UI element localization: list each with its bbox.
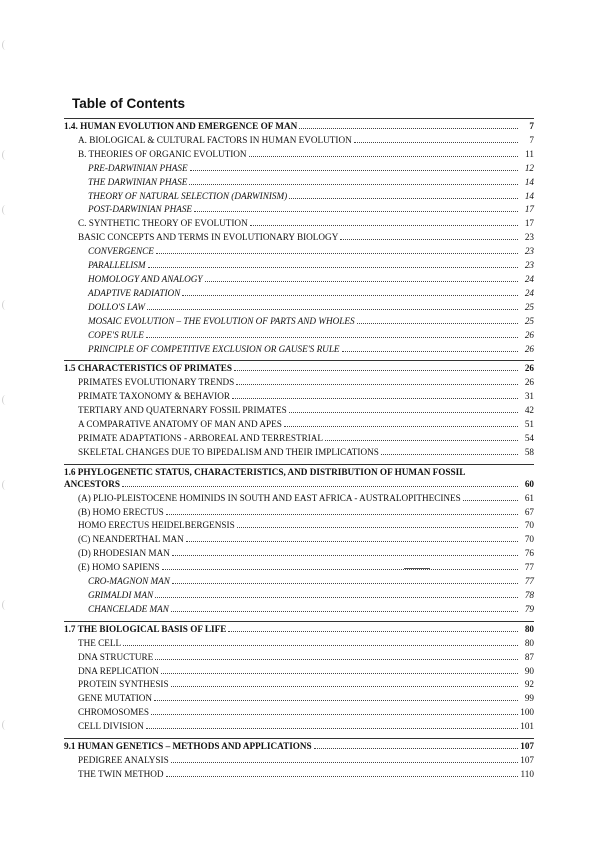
toc-title: Table of Contents	[72, 96, 185, 111]
toc-entry[interactable]	[64, 637, 534, 651]
dot-leader	[166, 514, 518, 515]
toc-entry-label: THE TWIN METHOD	[78, 768, 164, 779]
dot-leader	[250, 225, 518, 226]
dot-leader	[289, 198, 518, 199]
toc-page-number: 26	[524, 343, 534, 354]
dot-leader	[156, 253, 518, 254]
toc-heading-entry[interactable]	[64, 362, 534, 376]
toc-entry-label: CHANCELADE MAN	[88, 603, 169, 614]
dot-leader	[166, 776, 518, 777]
dot-leader	[171, 686, 518, 687]
toc-entry[interactable]	[64, 561, 534, 575]
toc-page-number: 26	[524, 363, 534, 374]
toc-page-number: 42	[524, 405, 534, 416]
toc-heading-entry[interactable]	[64, 740, 534, 754]
dot-leader	[249, 156, 518, 157]
toc-page-number: 26	[524, 329, 534, 340]
toc-entry[interactable]	[64, 134, 534, 148]
table-of-contents	[64, 118, 534, 786]
dot-leader	[172, 583, 518, 584]
toc-page-number: 77	[524, 562, 534, 573]
toc-entry[interactable]	[64, 329, 534, 343]
toc-entry-label: TERTIARY AND QUATERNARY FOSSIL PRIMATES	[78, 405, 287, 416]
dot-leader	[228, 631, 518, 632]
scan-edge-mark	[2, 40, 9, 50]
dot-leader	[148, 267, 518, 268]
dot-leader	[190, 170, 518, 171]
toc-entry-label: (E) HOMO SAPIENS	[78, 562, 160, 573]
toc-entry-label: THEORY OF NATURAL SELECTION (DARWINISM)	[88, 190, 288, 201]
dot-leader	[325, 440, 518, 441]
dot-leader	[146, 728, 518, 729]
toc-page-number: 60	[524, 478, 534, 489]
dot-leader	[155, 597, 518, 598]
toc-entry-label: GRIMALDI MAN	[88, 590, 154, 600]
toc-page-number: 24	[524, 287, 534, 298]
toc-page-number: 54	[524, 432, 534, 443]
toc-section	[64, 118, 534, 356]
toc-entry[interactable]	[64, 376, 534, 390]
toc-entry[interactable]	[64, 217, 534, 231]
toc-entry-label: A. BIOLOGICAL & CULTURAL FACTORS IN HUMAN EVOLUTION	[78, 134, 352, 145]
dot-leader	[162, 569, 518, 570]
toc-entry-label: PARALLELISM	[88, 260, 146, 271]
toc-entry-label: PROTEIN SYNTHESIS	[78, 679, 169, 690]
toc-entry[interactable]	[64, 692, 534, 706]
toc-entry-label: COPE'S RULE	[88, 329, 144, 340]
toc-page-number: 25	[524, 301, 534, 312]
toc-entry[interactable]	[64, 404, 534, 418]
toc-entry[interactable]	[64, 720, 534, 734]
toc-page-number: 101	[520, 721, 534, 732]
toc-entry[interactable]	[64, 148, 534, 162]
toc-page-number: 77	[524, 576, 534, 587]
toc-entry-label: (A) PLIO-PLEISTOCENE HOMINIDS IN SOUTH AND EAST AFRICA - AUSTRALOPITHECINES	[78, 492, 461, 503]
toc-entry[interactable]	[64, 446, 534, 460]
toc-entry-label: CHROMOSOMES	[78, 707, 149, 718]
toc-page-number: 78	[524, 590, 534, 600]
toc-page-number: 7	[529, 121, 534, 131]
scan-edge-mark	[2, 480, 9, 490]
toc-entry-label: CELL DIVISION	[78, 721, 144, 732]
toc-entry-label: (D) RHODESIAN MAN	[78, 548, 170, 559]
toc-entry-label: THE DARWINIAN PHASE	[88, 176, 188, 187]
dot-leader	[161, 673, 518, 674]
toc-entry[interactable]	[64, 162, 534, 176]
dot-leader	[284, 426, 518, 427]
toc-page-number: 14	[524, 190, 534, 201]
toc-entry[interactable]	[64, 203, 534, 217]
scan-edge-mark	[2, 300, 9, 310]
toc-entry-label: POST-DARWINIAN PHASE	[88, 204, 193, 215]
toc-entry[interactable]	[64, 478, 534, 492]
dot-leader	[171, 762, 518, 763]
dot-leader	[155, 659, 518, 660]
toc-entry-label: DNA STRUCTURE	[78, 651, 154, 662]
toc-entry-label: ADAPTIVE RADIATION	[88, 287, 181, 298]
toc-entry[interactable]	[64, 343, 534, 357]
toc-entry-label: HOMOLOGY AND ANALOGY	[88, 273, 203, 284]
dot-leader	[186, 541, 518, 542]
dot-leader	[205, 281, 518, 282]
toc-page-number: 67	[524, 506, 534, 517]
dot-leader	[122, 486, 518, 487]
dot-leader	[171, 611, 518, 612]
toc-entry-label: PRINCIPLE OF COMPETITIVE EXCLUSION OR GAUSE'S RULE	[88, 343, 340, 354]
dot-leader	[234, 370, 518, 371]
toc-page-number: 107	[520, 754, 534, 765]
toc-page-number: 12	[524, 162, 534, 173]
toc-entry[interactable]	[64, 506, 534, 520]
dot-leader	[289, 412, 518, 413]
toc-page-number: 7	[529, 134, 534, 145]
dot-leader	[314, 748, 518, 749]
toc-entry-label: CRO-MAGNON MAN	[88, 576, 170, 587]
toc-entry-label: DOLLO'S LAW	[88, 301, 146, 312]
toc-page-number: 17	[524, 218, 534, 229]
toc-entry[interactable]	[64, 651, 534, 665]
dot-leader	[381, 454, 518, 455]
toc-entry[interactable]	[64, 176, 534, 190]
scan-edge-mark	[2, 150, 9, 160]
toc-entry-label: PRIMATE TAXONOMY & BEHAVIOR	[78, 391, 230, 402]
dot-leader	[340, 239, 518, 240]
toc-page-number: 99	[524, 693, 534, 704]
toc-page-number: 58	[524, 446, 534, 457]
toc-section	[64, 738, 534, 782]
dot-leader	[147, 309, 518, 310]
toc-entry[interactable]	[64, 519, 534, 533]
scan-edge-mark	[2, 205, 9, 215]
toc-entry[interactable]	[64, 315, 534, 329]
toc-entry[interactable]	[64, 665, 534, 679]
dot-leader	[146, 337, 518, 338]
toc-page-number: 51	[524, 419, 534, 430]
toc-entry-label: PRE-DARWINIAN PHASE	[88, 162, 188, 173]
toc-entry[interactable]	[64, 575, 534, 589]
toc-entry-label: C. SYNTHETIC THEORY OF EVOLUTION	[78, 218, 248, 229]
dot-leader	[357, 323, 518, 324]
toc-entry-label: 1.7 THE BIOLOGICAL BASIS OF LIFE	[64, 623, 227, 634]
toc-page-number: 11	[525, 148, 534, 159]
toc-page-number: 14	[524, 176, 534, 187]
dot-leader	[189, 184, 518, 185]
toc-entry-label: HOMO ERECTUS HEIDELBERGENSIS	[78, 520, 235, 531]
dot-leader	[354, 142, 518, 143]
toc-page-number: 70	[524, 534, 534, 545]
dot-leader	[123, 645, 518, 646]
toc-entry-label: PEDIGREE ANALYSIS	[78, 754, 169, 765]
dot-leader	[236, 384, 518, 385]
toc-entry[interactable]	[64, 190, 534, 204]
toc-page-number: 90	[524, 665, 534, 676]
dot-leader	[299, 128, 518, 129]
toc-entry[interactable]	[64, 390, 534, 404]
toc-entry[interactable]	[64, 231, 534, 245]
toc-entry[interactable]	[64, 706, 534, 720]
toc-page-number: 79	[524, 603, 534, 614]
toc-heading-entry[interactable]	[64, 120, 534, 134]
toc-page-number: 23	[524, 232, 534, 243]
toc-entry[interactable]	[64, 589, 534, 603]
toc-entry-label: B. THEORIES OF ORGANIC EVOLUTION	[78, 148, 247, 159]
toc-entry[interactable]	[64, 492, 534, 506]
dot-leader	[463, 500, 518, 501]
toc-entry[interactable]	[64, 273, 534, 287]
toc-entry-label: BASIC CONCEPTS AND TERMS IN EVOLUTIONARY BIOLOGY	[78, 232, 339, 243]
dot-leader	[151, 714, 518, 715]
dot-leader	[237, 527, 518, 528]
toc-page-number: 80	[524, 623, 534, 634]
toc-entry-label: GENE MUTATION	[78, 693, 153, 704]
toc-entry[interactable]	[64, 418, 534, 432]
scan-edge-mark	[2, 720, 9, 730]
toc-page-number: 70	[524, 520, 534, 531]
toc-section	[64, 621, 534, 734]
toc-entry-label: 1.4. HUMAN EVOLUTION AND EMERGENCE OF MAN	[64, 121, 298, 131]
toc-entry-label: DNA REPLICATION	[78, 665, 159, 676]
toc-section	[64, 360, 534, 459]
toc-entry[interactable]	[64, 768, 534, 782]
toc-page-number: 87	[524, 651, 534, 662]
toc-entry[interactable]	[64, 754, 534, 768]
dot-leader	[154, 700, 518, 701]
toc-entry-label: CONVERGENCE	[88, 246, 154, 257]
toc-entry-label: 1.5 CHARACTERISTICS OF PRIMATES	[64, 363, 232, 374]
toc-page-number: 61	[524, 492, 534, 503]
toc-entry-label: ANCESTORS	[64, 478, 120, 489]
toc-entry[interactable]	[64, 533, 534, 547]
toc-entry-label: A COMPARATIVE ANATOMY OF MAN AND APES	[78, 419, 282, 430]
toc-entry-label: 9.1 HUMAN GENETICS – METHODS AND APPLICATIONS	[64, 741, 312, 752]
toc-entry-label: (C) NEANDERTHAL MAN	[78, 534, 184, 545]
toc-page-number: 107	[520, 741, 534, 752]
toc-page-number: 25	[524, 315, 534, 326]
toc-entry-label: PRIMATES EVOLUTIONARY TRENDS	[78, 377, 235, 388]
dot-leader	[232, 398, 518, 399]
toc-page-number: 23	[524, 260, 534, 271]
toc-entry[interactable]	[64, 301, 534, 315]
toc-entry[interactable]	[64, 287, 534, 301]
toc-entry[interactable]	[64, 603, 534, 617]
toc-heading-entry[interactable]	[64, 623, 534, 637]
toc-entry[interactable]	[64, 245, 534, 259]
toc-page-number: 31	[524, 391, 534, 402]
toc-page-number: 110	[520, 768, 534, 779]
toc-entry-label: MOSAIC EVOLUTION – THE EVOLUTION OF PARTS AND WHOLES	[88, 315, 355, 326]
dot-leader	[194, 211, 518, 212]
toc-page-number: 23	[524, 246, 534, 257]
toc-page-number: 100	[520, 707, 534, 718]
toc-page-number: 92	[524, 679, 534, 690]
toc-section	[64, 464, 534, 617]
toc-page-number: 26	[524, 377, 534, 388]
toc-page-number: 80	[524, 637, 534, 648]
toc-entry-label: THE CELL	[78, 637, 122, 648]
toc-page-number: 17	[524, 204, 534, 215]
toc-entry[interactable]	[64, 432, 534, 446]
toc-entry-label: SKELETAL CHANGES DUE TO BIPEDALISM AND THEIR IMPLICATIONS	[78, 446, 379, 457]
dot-leader	[172, 555, 518, 556]
dot-leader	[182, 295, 518, 296]
toc-page-number: 76	[524, 548, 534, 559]
toc-entry-label: (B) HOMO ERECTUS	[78, 506, 164, 517]
stray-pen-mark	[404, 568, 430, 569]
scan-edge-mark	[2, 395, 9, 405]
toc-heading-line[interactable]: 1.6 PHYLOGENETIC STATUS, CHARACTERISTICS, AND DISTRIBUTION OF HUMAN FOSSIL	[64, 466, 466, 477]
toc-entry[interactable]	[64, 547, 534, 561]
toc-entry[interactable]	[64, 678, 534, 692]
toc-entry-label: PRIMATE ADAPTATIONS - ARBOREAL AND TERRESTRIAL	[78, 432, 324, 443]
toc-entry[interactable]	[64, 259, 534, 273]
toc-page-number: 24	[524, 273, 534, 284]
scan-edge-mark	[2, 600, 9, 610]
dot-leader	[342, 351, 518, 352]
